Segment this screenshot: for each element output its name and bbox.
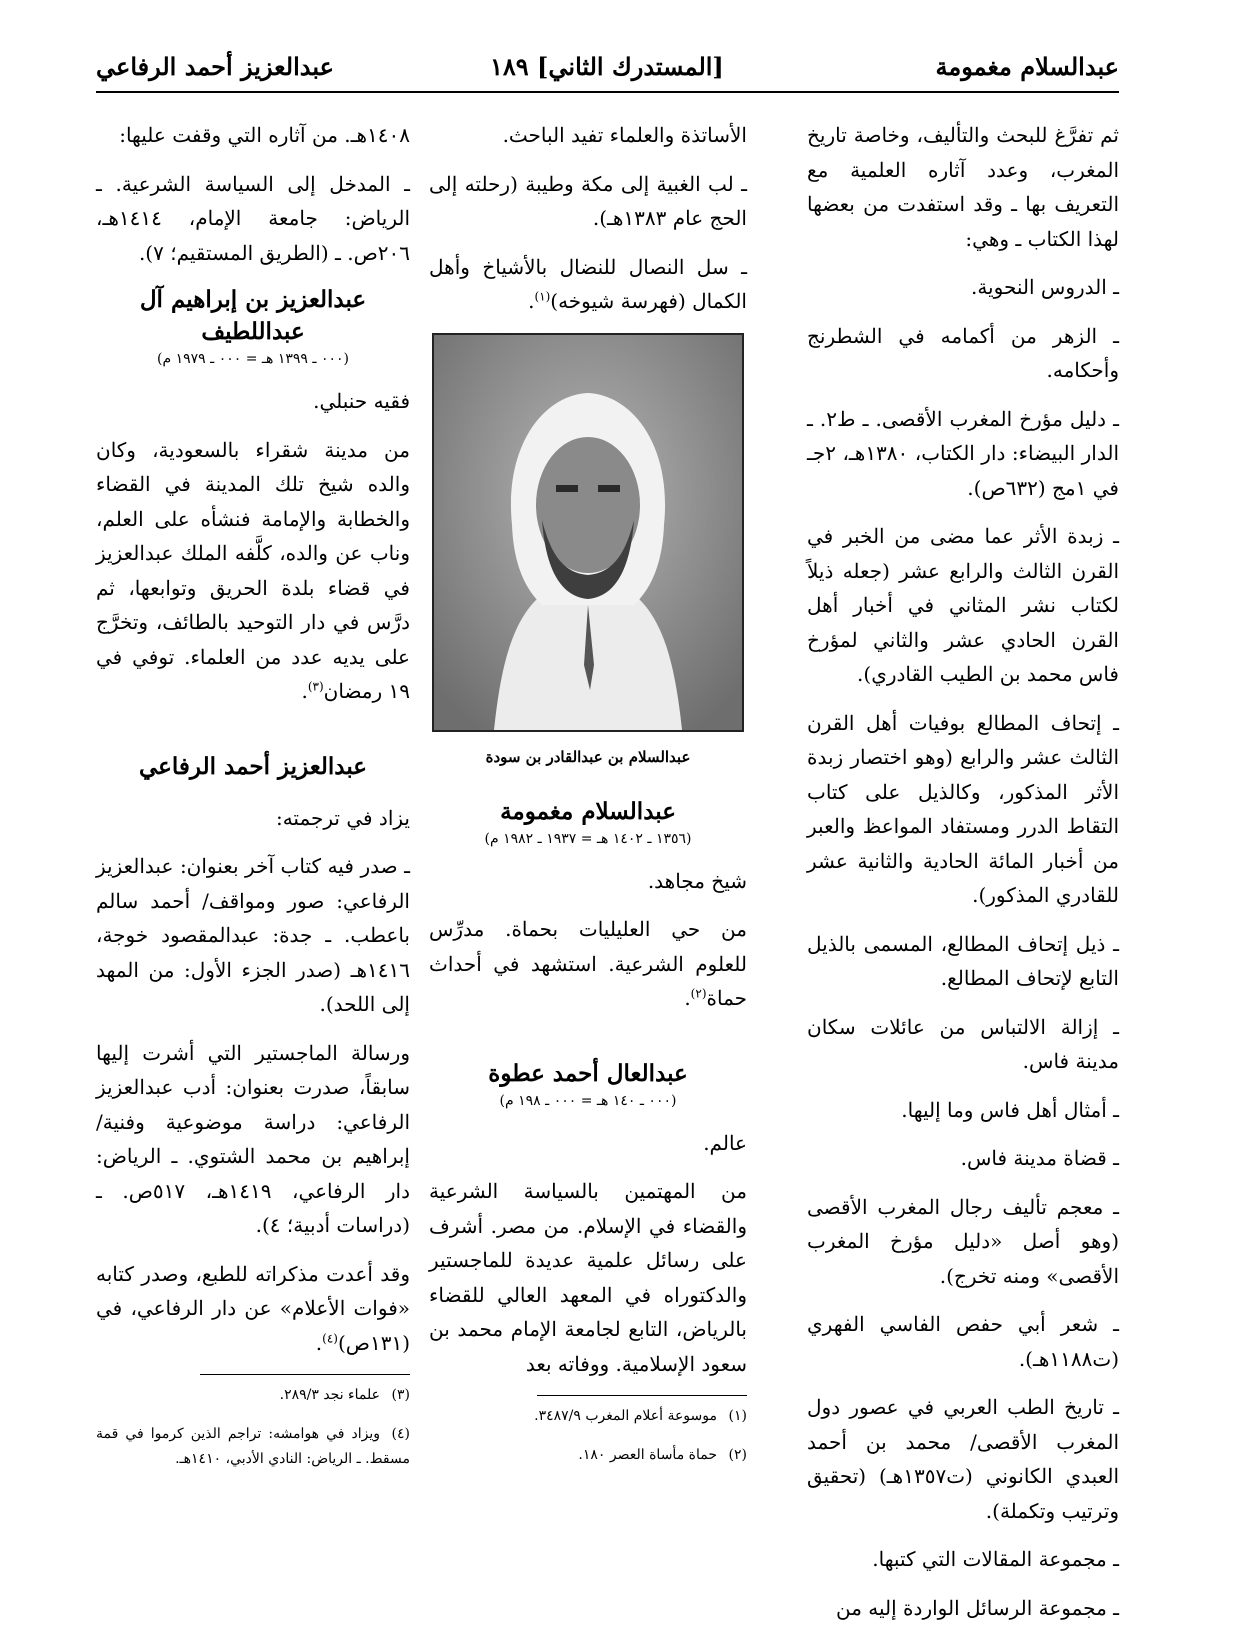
footnote — [429, 1404, 747, 1429]
footnote-text: موسوعة أعلام المغرب ٣٤٨٧/٩. — [534, 1408, 717, 1424]
list-item: ـ ذيل إتحاف المطالع، المسمى بالذيل التابع لإتحاف المطالع. — [807, 931, 1119, 990]
header-rule — [96, 91, 1119, 93]
entry-dates: (١٣٥٦ ـ ١٤٠٢ هـ = ١٩٣٧ ـ ١٩٨٢ م) — [484, 830, 692, 847]
footnote-rule — [200, 1374, 410, 1375]
entry-paragraph-text: وقد أعدت مذكراته للطبع، وصدر كتابه «فوات الأعلام» عن دار الرفاعي، في (١٣١ص) — [96, 1261, 410, 1355]
column-center — [429, 118, 747, 1482]
footnote-number: (١) — [728, 1408, 747, 1424]
entry-paragraph: ورسالة الماجستير التي أشرت إليها سابقاً، صدرت بعنوان: أدب عبدالعزيز الرفاعي: دراسة موضوعية وفنية/ إبراهيم بن محمد الشتوي. ـ الرياض: دار الرفاعي، ١٤١٩هـ، ٥١٧ص. ـ (دراسات أدبية؛ ٤). — [96, 1040, 411, 1237]
footnote — [429, 1443, 747, 1468]
footnote-text: حماة مأساة العصر ١٨٠. — [578, 1447, 717, 1463]
entry-paragraph: وقد أعدت مذكراته للطبع، وصدر كتابه «فوات الأعلام» عن دار الرفاعي، في (١٣١ص)$^{(٤)}$. — [96, 1261, 410, 1355]
continuation-line: الأساتذة والعلماء تفيد الباحث. — [502, 123, 747, 147]
footnote-text: ويزاد في هوامشه: تراجم الذين كرموا في قمة مسقط. ـ الرياض: النادي الأدبي، ١٤١٠هـ. — [96, 1426, 410, 1467]
list-item: ـ الزهر من أكمامه في الشطرنج وأحكامه. — [807, 323, 1119, 382]
list-item: ـ إتحاف المطالع بوفيات أهل القرن الثالث عشر والرابع (وهو اختصار زبدة الأثر المذكور، وكالذيل على كتاب التقاط الدرر ومستفاد المواعظ والعبر من أخبار المائة الحادية والثانية عشر للقادري المذكور). — [807, 710, 1119, 907]
entry-text-body: من حي العليليات بحماة. مدرِّس للعلوم الشرعية. استشهد في أحداث حماة — [429, 917, 747, 1010]
portrait-image — [434, 335, 742, 730]
entry-text-body: من مدينة شقراء بالسعودية، وكان والده شيخ تلك المدينة في القضاء والخطابة والإمامة فنشأه على العلم، وناب عن والده، كلَّفه الملك عبدالعزيز في قضاء بلدة الحريق وتوابعها، ثم درَّس في دار التوحيد بالطائف، وتخرَّج على يديه عدد من العلماء. توفي في ١٩ رمضان — [96, 437, 410, 703]
entry-text: من حي العليليات بحماة. مدرِّس للعلوم الشرعية. استشهد في أحداث حماة$^{(٢)}$. — [429, 917, 747, 1010]
footnote — [96, 1383, 410, 1408]
footnote-rule — [537, 1395, 747, 1396]
entry-dates: (٠٠٠ ـ ١٤٠ هـ = ٠٠٠ ـ ١٩٨ م) — [499, 1092, 677, 1109]
column-right — [807, 118, 1119, 1639]
column-left — [96, 118, 410, 1486]
footnote-number: (٢) — [728, 1447, 747, 1463]
footnote-text: علماء نجد ٢٨٩/٣. — [279, 1387, 380, 1403]
list-item: ـ تاريخ الطب العربي في عصور دول المغرب الأقصى/ محمد بن أحمد العبدي الكانوني (ت١٣٥٧هـ) (تحقيق وترتيب وتكملة). — [807, 1395, 1119, 1523]
footnote-ref: (٢) — [690, 986, 707, 1001]
footnote-ref: (١) — [534, 289, 551, 304]
list-item: ـ إزالة الالتباس من عائلات سكان مدينة فاس. — [807, 1014, 1119, 1073]
list-item: ـ لب الغبية إلى مكة وطيبة (رحلته إلى الحج عام ١٣٨٣هـ). — [429, 171, 747, 230]
entry-text: من مدينة شقراء بالسعودية، وكان والده شيخ تلك المدينة في القضاء والخطابة والإمامة فنشأه على العلم، وناب عن والده، كلَّفه الملك عبدالعزيز في قضاء بلدة الحريق وتوابعها، ثم درَّس في دار التوحيد بالطائف، وتخرَّج على يديه عدد من العلماء. توفي في ١٩ رمضان$^{(٣)}$. — [96, 437, 410, 703]
footnote-ref: (٣) — [307, 679, 324, 694]
list-item: ـ زبدة الأثر عما مضى من الخبر في القرن الثالث والرابع عشر (جعله ذيلاً لكتاب نشر المثاني في أخبار أهل القرن الحادي عشر والثاني لمؤرخ فاس محمد بن الطيب القادري). — [807, 524, 1119, 686]
list-item: ـ معجم تأليف رجال المغرب الأقصى (وهو أصل «دليل مؤرخ المغرب الأقصى» ومنه تخرج). — [807, 1194, 1119, 1288]
list-item: ـ مجموعة المقالات التي كتبها. — [872, 1547, 1119, 1571]
list-item: ـ المدخل إلى السياسة الشرعية. ـ الرياض: جامعة الإمام، ١٤١٤هـ، ٢٠٦ص. ـ (الطريق المستقيم؛ ٧). — [96, 171, 410, 265]
entry-intro: يزاد في ترجمته: — [275, 805, 410, 830]
photo-caption: عبدالسلام بن عبدالقادر بن سودة — [485, 747, 691, 766]
intro-paragraph: ثم تفرَّغ للبحث والتأليف، وخاصة تاريخ المغرب، وعدد آثاره العلمية مع التعريف بها ـ وقد استفدت من بعضها لهذا الكتاب ـ وهي: — [807, 123, 1119, 251]
entry-paragraph: ـ صدر فيه كتاب آخر بعنوان: عبدالعزيز الرفاعي: صور ومواقف/ أحمد سالم باعطب. ـ جدة: عبدالمقصود خوجة، ١٤١٦هـ (صدر الجزء الأول: من المهد إلى اللحد). — [96, 854, 410, 1016]
list-item: ـ الدروس النحوية. — [970, 275, 1119, 299]
entry-role: شيخ مجاهد. — [647, 868, 747, 893]
portrait-photo — [432, 333, 744, 732]
header-left-name: عبدالعزيز أحمد الرفاعي — [96, 52, 334, 81]
header-right-name: عبدالسلام مغمومة — [935, 52, 1119, 81]
footnote-ref: (٤) — [322, 1330, 338, 1345]
entry-name: عبدالعزيز بن إبراهيم آل عبداللطيف — [139, 286, 367, 345]
entry-text: من المهتمين بالسياسة الشرعية والقضاء في الإسلام. من مصر. أشرف على رسائل علمية عديدة للماجستير والدكتوراه في المعهد العالي للقضاء بالرياض، التابع لجامعة الإمام محمد بن سعود الإسلامية. ووفاته بعد — [429, 1179, 747, 1376]
entry-role: فقيه حنبلي. — [313, 389, 410, 413]
entry-role: عالم. — [703, 1130, 747, 1155]
list-item: ـ سل النصال للنضال بالأشياخ وأهل الكمال (فهرسة شيوخه)$^{(١)}$. — [429, 254, 747, 313]
list-item: ـ قضاة مدينة فاس. — [960, 1146, 1119, 1170]
continuation-line: ١٤٠٨هـ. من آثاره التي وقفت عليها: — [119, 123, 410, 147]
header-page-number: [المستدرك الثاني] ١٨٩ — [490, 52, 724, 81]
list-item: ـ دليل مؤرخ المغرب الأقصى. ـ ط٢. ـ الدار البيضاء: دار الكتاب، ١٣٨٠هـ، ٢جـ في ١مج (٦٣٢ص). — [807, 406, 1120, 500]
footnote — [96, 1422, 410, 1472]
list-item: ـ شعر أبي حفص الفاسي الفهري (ت١١٨٨هـ). — [807, 1312, 1119, 1371]
list-item: ـ مجموعة الرسائل الواردة إليه من — [836, 1595, 1119, 1620]
entry-name: عبدالسلام مغمومة — [500, 797, 676, 825]
footnote-number: (٣) — [391, 1387, 410, 1403]
list-item-text: ـ سل النصال للنضال بالأشياخ وأهل الكمال (فهرسة شيوخه) — [429, 254, 747, 313]
list-item: ـ أمثال أهل فاس وما إليها. — [901, 1097, 1119, 1122]
footnote-number: (٤) — [391, 1426, 410, 1442]
entry-name: عبدالعزيز أحمد الرفاعي — [139, 752, 367, 780]
entry-name: عبدالعال أحمد عطوة — [488, 1059, 688, 1087]
entry-dates: (٠٠٠ ـ ١٣٩٩ هـ = ٠٠٠ ـ ١٩٧٩ م) — [157, 351, 349, 367]
